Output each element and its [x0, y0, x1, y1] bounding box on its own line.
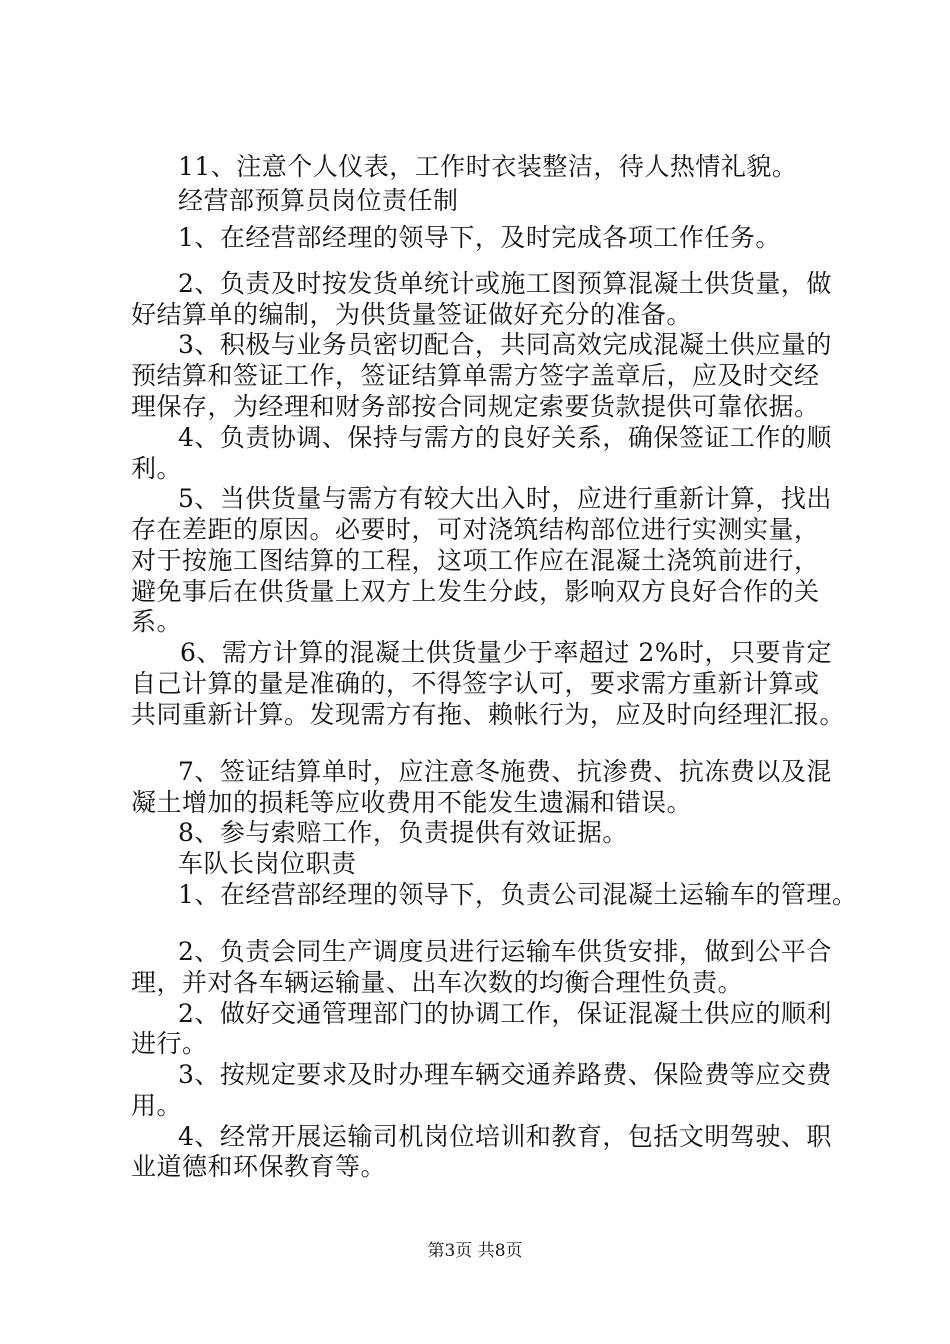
text-line: 系。: [131, 607, 183, 636]
text-line: 2、负责及时按发货单统计或施工图预算混凝土供货量，做: [178, 269, 832, 298]
text-line: 用。: [131, 1091, 183, 1120]
text-line: 业道德和环保教育等。: [131, 1152, 387, 1181]
text-line: 11、注意个人仪表，工作时衣装整洁，待人热情礼貌。: [178, 152, 798, 181]
text-line: 进行。: [131, 1029, 208, 1058]
text-line: 7、签证结算单时，应注意冬施费、抗渗费、抗冻费以及混: [178, 757, 832, 786]
text-line: 理保存，为经理和财务部按合同规定索要货款提供可靠依据。: [131, 392, 820, 421]
text-line: 理，并对各车辆运输量、出车次数的均衡合理性负责。: [131, 968, 744, 997]
text-line: 凝土增加的损耗等应收费用不能发生遗漏和错误。: [131, 788, 693, 817]
text-line: 3、积极与业务员密切配合，共同高效完成混凝土供应量的: [178, 330, 832, 359]
page-number-footer: 第3页 共8页: [427, 1241, 523, 1261]
text-line: 好结算单的编制，为供货量签证做好充分的准备。: [131, 300, 693, 329]
text-line: 对于按施工图结算的工程，这项工作应在混凝土浇筑前进行，: [131, 546, 820, 575]
section-heading: 车队长岗位职责: [178, 849, 357, 878]
text-line: 利。: [131, 454, 183, 483]
text-line: 避免事后在供货量上双方上发生分歧，影响双方良好合作的关: [131, 577, 820, 606]
text-line: 预结算和签证工作，签证结算单需方签字盖章后，应及时交经: [131, 361, 820, 390]
text-line: 5、当供货量与需方有较大出入时，应进行重新计算，找出: [178, 484, 832, 513]
text-line: 1、在经营部经理的领导下，负责公司混凝土运输车的管理。: [178, 880, 858, 909]
text-line: 6、需方计算的混凝土供货量少于率超过 2%时，只要肯定: [180, 638, 833, 667]
text-line: 4、经常开展运输司机岗位培训和教育，包括文明驾驶、职: [178, 1122, 832, 1151]
text-line: 自己计算的量是准确的，不得签字认可，要求需方重新计算或: [131, 669, 820, 698]
text-line: 8、参与索赔工作，负责提供有效证据。: [178, 818, 628, 847]
text-line: 3、按规定要求及时办理车辆交通养路费、保险费等应交费: [178, 1060, 832, 1089]
text-line: 存在差距的原因。必要时，可对浇筑结构部位进行实测实量，: [131, 515, 820, 544]
text-line: 4、负责协调、保持与需方的良好关系，确保签证工作的顺: [178, 423, 832, 452]
text-line: 1、在经营部经理的领导下，及时完成各项工作任务。: [178, 223, 781, 252]
text-line: 共同重新计算。发现需方有拖、赖帐行为，应及时向经理汇报。: [131, 700, 846, 729]
text-line: 2、负责会同生产调度员进行运输车供货安排，做到公平合: [178, 937, 832, 966]
section-heading: 经营部预算员岗位责任制: [178, 186, 459, 215]
text-line: 2、做好交通管理部门的协调工作，保证混凝土供应的顺利: [178, 999, 832, 1028]
